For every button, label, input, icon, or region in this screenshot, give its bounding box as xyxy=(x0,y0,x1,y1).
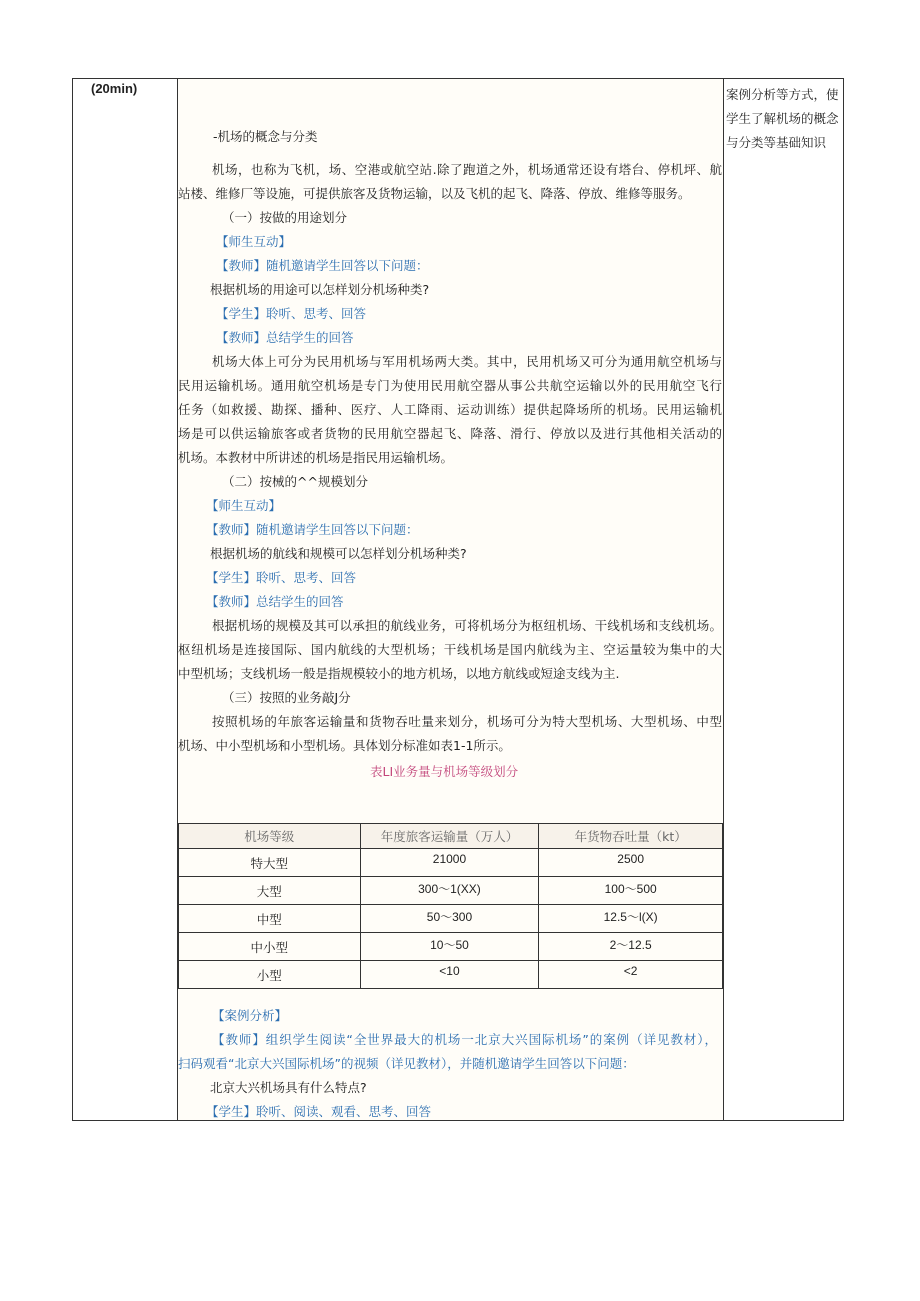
table-cell: 300～1(XX) xyxy=(360,877,539,905)
table-cell: 12.5～l(X) xyxy=(539,905,723,933)
paragraph-line: 站楼、维修厂等设施，可提供旅客及货物运输，以及飞机的起飞、降落、停放、维修等服务。 xyxy=(178,186,691,201)
paragraph-line: 中型机场；支线机场一般是指规模较小的地方机场，以地方航线或短途支线为主. xyxy=(178,666,620,681)
table-cell: 2～12.5 xyxy=(539,933,723,961)
student-response: 【学生】聆听、思考、回答 xyxy=(206,570,357,585)
paragraph-line: 机场大体上可分为民用机场与军用机场两大类。其中，民用机场又可分为通用航空机场与 xyxy=(212,354,722,369)
subsection-title: （三）按照的业务敲J分 xyxy=(222,690,351,705)
question-text: 根据机场的用途可以怎样划分机场种类? xyxy=(210,282,430,297)
table-caption: 表LI业务量与机场等级划分 xyxy=(370,764,519,779)
note-line: 案例分析等方式，使 xyxy=(726,87,839,102)
student-response: 【学生】聆听、思考、回答 xyxy=(216,306,367,321)
table-cell: 特大型 xyxy=(179,849,361,877)
paragraph-line: 场是可以供运输旅客或者货物的民用航空器起飞、降落、滑行、停放以及进行其他相关活动的 xyxy=(178,426,722,441)
column-header: 年度旅客运输量（万人） xyxy=(360,824,539,849)
column-header: 机场等级 xyxy=(179,824,361,849)
time-column xyxy=(73,79,177,1120)
interaction-label: 【师生互动】 xyxy=(206,498,282,513)
notes-text xyxy=(726,83,842,155)
question-text: 北京大兴机场具有什么特点? xyxy=(210,1080,367,1095)
section-heading: -机场的概念与分类 xyxy=(213,129,318,144)
table-row xyxy=(179,849,723,877)
table-cell: 大型 xyxy=(179,877,361,905)
subsection-title: （一）按做的用途划分 xyxy=(222,210,348,225)
notes-column xyxy=(724,79,843,1120)
table-row xyxy=(179,961,723,989)
table-header-row xyxy=(179,824,723,849)
teacher-summary: 【教师】总结学生的回答 xyxy=(206,594,344,609)
table-cell: 100～500 xyxy=(539,877,723,905)
teacher-summary: 【教师】总结学生的回答 xyxy=(216,330,354,345)
table-cell: 10～50 xyxy=(360,933,539,961)
note-line: 学生了解机场的概念 xyxy=(726,111,839,126)
teacher-instruction: 扫码观看“北京大兴国际机场”的视频（详见教材），并随机邀请学生回答以下问题： xyxy=(178,1056,635,1071)
teacher-prompt: 【教师】随机邀请学生回答以下问题： xyxy=(216,258,429,273)
paragraph-line: 根据机场的规模及其可以承担的航线业务，可将机场分为枢纽机场、干线机场和支线机场。 xyxy=(212,618,722,633)
lesson-table xyxy=(72,78,844,1121)
column-header: 年货物吞吐量（kt） xyxy=(539,824,723,849)
time-label: (20min) xyxy=(91,81,138,96)
paragraph-line: 按照机场的年旅客运输量和货物吞吐量来划分，机场可分为特大型机场、大型机场、中型 xyxy=(212,714,722,729)
table-cell: 中小型 xyxy=(179,933,361,961)
subsection-title: （二）按械的^^规模划分 xyxy=(222,474,368,489)
table-cell: 50～300 xyxy=(360,905,539,933)
paragraph-line: 任务（如救援、勘探、播种、医疗、人工降雨、运动训练）提供起降场所的机场。民用运输机 xyxy=(178,402,722,417)
paragraph-line: 机场。本教材中所讲述的机场是指民用运输机场。 xyxy=(178,450,454,465)
airport-grade-table xyxy=(178,823,723,989)
table-row xyxy=(179,905,723,933)
table-row xyxy=(179,877,723,905)
table-cell: <10 xyxy=(360,961,539,989)
table-cell: 中型 xyxy=(179,905,361,933)
student-response: 【学生】聆听、阅读、观看、思考、回答 xyxy=(206,1104,432,1119)
table-cell: <2 xyxy=(539,961,723,989)
table-cell: 小型 xyxy=(179,961,361,989)
paragraph-line: 机场、中小型机场和小型机场。具体划分标准如表1-1所示。 xyxy=(178,738,511,753)
question-text: 根据机场的航线和规模可以怎样划分机场种类? xyxy=(210,546,467,561)
paragraph-line: 枢纽机场是连接国际、国内航线的大型机场；干线机场是国内航线为主、空运量较为集中的大 xyxy=(178,642,722,657)
paragraph-line: 民用运输机场。通用航空机场是专门为使用民用航空器从事公共航空运输以外的民用航空飞行 xyxy=(178,378,722,393)
paragraph-line: 机场，也称为飞机，场、空港或航空站.除了跑道之外，机场通常还设有塔台、停机坪、航 xyxy=(212,162,722,177)
teacher-prompt: 【教师】随机邀请学生回答以下问题： xyxy=(206,522,419,537)
table-cell: 2500 xyxy=(539,849,723,877)
case-analysis-label: 【案例分析】 xyxy=(212,1008,288,1023)
interaction-label: 【师生互动】 xyxy=(216,234,292,249)
table-cell: 21000 xyxy=(360,849,539,877)
teacher-instruction: 【教师】组织学生阅读“全世界最大的机场一北京大兴国际机场”的案例（详见教材）， xyxy=(212,1032,717,1047)
table-row xyxy=(179,933,723,961)
note-line: 与分类等基础知识 xyxy=(726,135,827,150)
content-column xyxy=(178,79,723,1120)
